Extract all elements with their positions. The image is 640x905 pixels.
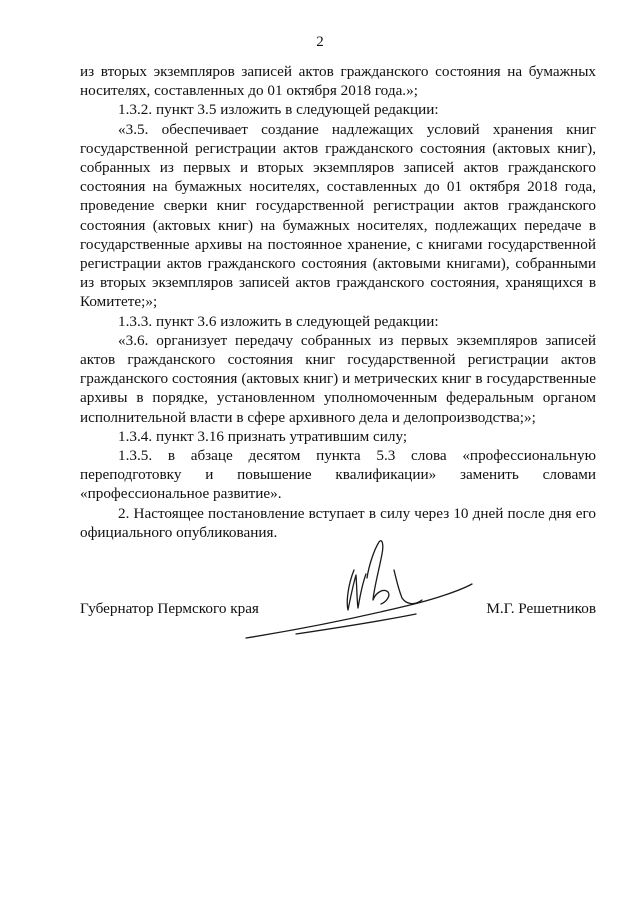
paragraph-3-6: «3.6. организует передачу собранных из первых экземпляров записей актов гражданского состояния книг государственной регистрации актов гражданского состояния (актовых книг) и метрических книг в государственные архивы в порядке, установленном уполномоченным федеральным органом исполнительной власти в сфере архивного дела и делопроизводства;»;	[80, 331, 596, 426]
signatory-name: М.Г. Решетников	[486, 600, 596, 617]
paragraph-2: 2. Настоящее постановление вступает в силу через 10 дней после дня его официального опубликования.	[80, 504, 596, 541]
paragraph-1-3-3: 1.3.3. пункт 3.6 изложить в следующей редакции:	[118, 312, 439, 330]
signature-block	[80, 590, 596, 650]
paragraph-3-5: «3.5. обеспечивает создание надлежащих условий хранения книг государственной регистрации актов гражданского состояния (актовых книг), собранных из первых и вторых экземпляров записей актов гражданского состояния на бумажных носителях, составленных до 01 октября 2018 года, проведение сверки книг государственной регистрации актов гражданского состояния (актовых книг) на бумажных носителях, подлежащих передаче в государственные архивы на постоянное хранение, с книгами государственной регистрации актов гражданского состояния (актовыми книгами), собранными из вторых экземпляров записей актов гражданского состояния, хранящихся в Комитете;»;	[80, 120, 596, 311]
paragraph-1-3-2: 1.3.2. пункт 3.5 изложить в следующей редакции:	[118, 101, 439, 119]
document-body	[80, 62, 596, 542]
page-number: 2	[316, 34, 324, 50]
paragraph-1-3-5: 1.3.5. в абзаце десятом пункта 5.3 слова «профессиональную переподготовку и повышение квалификации» заменить словами «профессиональное развитие».	[80, 447, 596, 503]
paragraph-1-3-4: 1.3.4. пункт 3.16 признать утратившим силу;	[118, 427, 408, 445]
signatory-title: Губернатор Пермского края	[80, 600, 259, 617]
paragraph-continuation: из вторых экземпляров записей актов гражданского состояния на бумажных носителях, составленных до 01 октября 2018 года.»;	[80, 63, 596, 100]
